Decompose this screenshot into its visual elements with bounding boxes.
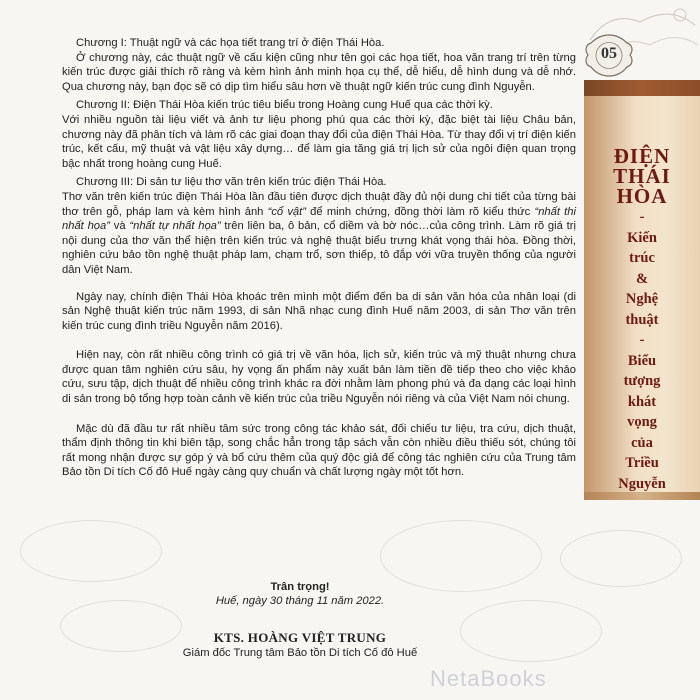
sidebar-subtitle-line: - bbox=[639, 209, 645, 225]
chapter-3-heading: Chương III: Di sản tư liệu thơ văn trên kiến trúc điện Thái Hòa. bbox=[76, 176, 387, 189]
watermark: NetaBooks bbox=[430, 666, 547, 691]
closing-date: Huế, ngày 30 tháng 11 năm 2022. bbox=[215, 595, 385, 607]
sidebar-title-line: THÁI bbox=[613, 164, 671, 188]
page-number: 05 bbox=[601, 45, 617, 62]
sidebar-subtitle-line: Nguyễn bbox=[618, 475, 666, 492]
sidebar-subtitle-line: của bbox=[631, 434, 653, 451]
works-paragraph: Hiện nay, còn rất nhiều công trình có giá trị về văn hóa, lịch sử, kiến trúc và mỹ thuật nhưng chưa được quan tâm nghiên cứu sâu, hy vọng ấn phẩm này xuất bản làm tiền đề tiếp theo cho việc khảo cứu, sưu tập, dịch thuật để nhiều công trình khác ra đời nhằm làm phong phú và đa dạng các loại hình di sản trong bộ tổng hợp toàn cảnh về kiến trúc của triều Nguyễn nói riêng và của Việt Nam nói chung. bbox=[62, 349, 576, 406]
sidebar-top-band bbox=[584, 80, 700, 96]
chapter-1-heading: Chương I: Thuật ngữ và các họa tiết trang trí ở điện Thái Hòa. bbox=[76, 37, 385, 49]
sidebar-title-line: ĐIỆN bbox=[613, 144, 671, 168]
sidebar-subtitle-line: Nghệ bbox=[625, 291, 659, 307]
sidebar-subtitle-line: & bbox=[635, 270, 649, 287]
chapter-2-heading: Chương II: Điện Thái Hòa kiến trúc tiêu biểu trong Hoàng cung Huế qua các thời kỳ. bbox=[76, 99, 493, 112]
closing-greeting: Trân trọng! bbox=[270, 581, 330, 593]
chapter-1-text: Ở chương này, các thuật ngữ về cấu kiện cũng như tên gọi các họa tiết, hoa văn trang trí trên từng kiến trúc được giải thích rõ ràng và kèm hình ảnh minh họa cụ thể, dễ hiểu, dễ hình dung và dễ nhớ. Qua chương này, bạn đọc sẽ có dịp tìm hiểu sâu hơn về thuật ngữ kiến trúc cung đình Nguyễn. bbox=[62, 51, 576, 93]
sidebar-subtitle-line: khát bbox=[627, 393, 657, 410]
chapter-3-text-part: Thơ văn trên kiến trúc điện Thái Hòa lần đầu tiên được dịch thuật đầy đủ nội dung chi tiết của từng bài thơ trên gỗ, pháp lam và kèm hình ảnh bbox=[62, 190, 576, 218]
thanks-paragraph: Mặc dù đã đầu tư rất nhiều tâm sức trong công tác khảo sát, đối chiếu tư liệu, tra cứu, dịch thuật, thẩm định thông tin khi biên tập, song chắc hẳn trong tập sách vẫn còn nhiều điều thiếu sót, chúng tôi rất mong nhận được sự góp ý và bổ cứu thêm của quý độc giả để công tác nghiên cứu của Trung tâm Bảo tồn Di tích Cố đô Huế ngày càng quy chuẩn và chất lượng ngày một tốt hơn. bbox=[62, 422, 576, 479]
sidebar-subtitle-line: vọng bbox=[627, 414, 657, 430]
sidebar-bottom-band bbox=[584, 492, 700, 500]
chapter-3-emphasis: “nhất thi nhất họa” bbox=[62, 205, 576, 233]
sidebar-title bbox=[584, 146, 700, 206]
sidebar-subtitle-line: Biểu bbox=[627, 352, 657, 369]
sidebar-subtitle-line: Kiến bbox=[627, 229, 657, 246]
sidebar-subtitle-line: Triều bbox=[625, 455, 659, 471]
chapter-3-text-part: để minh chứng, đồng thời làm rõ kiểu thức bbox=[305, 205, 535, 218]
main-text-column bbox=[62, 36, 576, 480]
sidebar-subtitle-line: tượng bbox=[623, 373, 661, 389]
sidebar-subtitle-line: thuật bbox=[625, 311, 659, 328]
heritage-paragraph: Ngày nay, chính điện Thái Hòa khoác trên mình một điểm đến ba di sản văn hóa của nhân loại (di sản Nghệ thuật kiến trúc năm 1993, di sản Nhã nhạc cung đình Huế năm 2003, di sản Thơ văn trên kiến trúc cung đình triều Nguyễn năm 2016). bbox=[62, 290, 576, 332]
sidebar-subtitle-line: - bbox=[639, 332, 645, 348]
sidebar-subtitle-line: trúc bbox=[629, 250, 655, 266]
bg-cloud-ornament bbox=[460, 600, 602, 662]
chapter-3-text-part: trên liên ba, ô bản, cổ diềm và bờ nóc…của công trình. Làm rõ giá trị nội dung của thơ văn thể hiện trên kiến trúc và nghệ thuật biểu trưng khát vọng thái hòa. Đồng thời, nghiên cứu bảo tồn nghệ thuật pháp lam, chạm trổ, sơn thiếp, tô đắp với vữa truyền thống của người dân Việt Nam. bbox=[62, 220, 576, 276]
signer-name: KTS. HOÀNG VIỆT TRUNG bbox=[213, 630, 387, 645]
bg-cloud-ornament bbox=[20, 520, 162, 582]
closing-block bbox=[170, 580, 430, 608]
chapter-3-text-part: và bbox=[109, 220, 130, 233]
chapter-sidebar bbox=[584, 80, 700, 500]
signer-title: Giám đốc Trung tâm Bảo tồn Di tích Cố đô Huế bbox=[182, 647, 418, 659]
bg-cloud-ornament bbox=[560, 530, 682, 587]
sidebar-text bbox=[584, 146, 700, 493]
chapter-3-emphasis: “nhất tự nhất họa” bbox=[129, 220, 221, 233]
chapter-3-emphasis: “cổ vật” bbox=[267, 205, 306, 218]
sidebar-subtitle bbox=[584, 209, 700, 493]
sidebar-title-line: HÒA bbox=[616, 184, 668, 208]
chapter-2-text: Với nhiều nguồn tài liệu viết và ảnh tư liệu phong phú qua các thời kỳ, đặc biệt tài liệu Châu bản, chương này đã phân tích và làm rõ các giai đoạn thay đổi của điện Thái Hòa. Từ thay đổi vị trí điện kiến trúc, kết cấu, mỹ thuật và vật liệu xây dựng… để làm gia tăng giá trị lịch sử của ngôi điện quan trọng bậc nhất trong hoàng cung Huế. bbox=[62, 113, 576, 170]
chapter-3-text bbox=[62, 190, 576, 278]
page-number-badge bbox=[583, 33, 635, 78]
signature-block bbox=[120, 630, 480, 659]
